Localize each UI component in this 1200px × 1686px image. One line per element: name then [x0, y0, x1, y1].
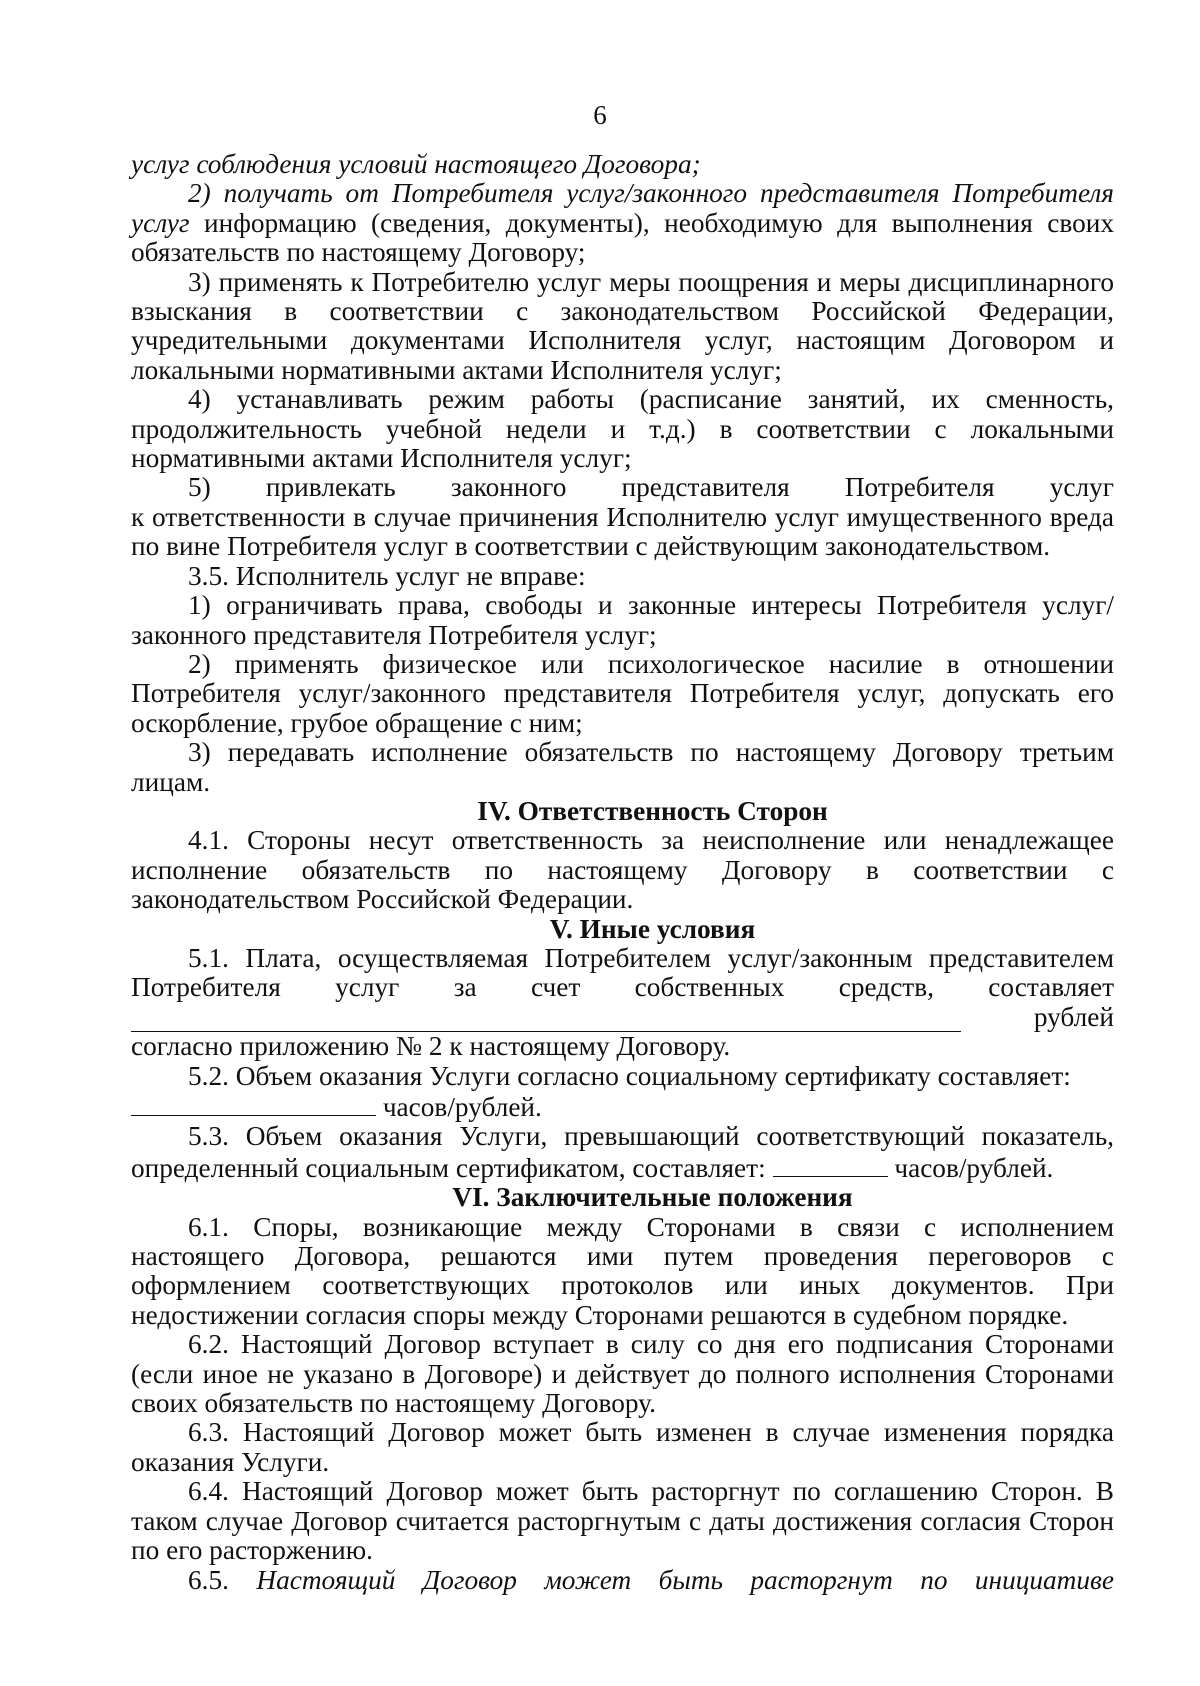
paragraph-right-2-italic: 2) получать от Потребителя услуг/законного представителя Потребителя услуг: [131, 178, 1114, 238]
service-volume-blank[interactable]: [131, 1091, 376, 1116]
clause-3-5: 3.5. Исполнитель услуг не вправе:: [188, 560, 586, 591]
clause-5-1-tail: согласно приложению № 2 к настоящему Договору.: [131, 1031, 731, 1062]
payment-amount-blank[interactable]: [131, 1007, 961, 1032]
clause-5-1-blank-row: [131, 1003, 1114, 1032]
document-body: [131, 150, 1114, 1595]
clause-6-5-number: 6.5.: [188, 1564, 229, 1595]
prohibition-2: 2) применять физическое или психологическое насилие в отношении Потребителя услуг/законного представителя Потребителя услуг, допускать его оскорбление, грубое обращение с ним;: [131, 648, 1114, 738]
paragraph-right-5-first: 5) привлекать законного представителя Потребителя услуг: [188, 472, 1114, 503]
clause-4-1: 4.1. Стороны несут ответственность за неисполнение или ненадлежащее исполнение обязательств по настоящему Договору в соответствии с законодательством Российской Федерации.: [131, 825, 1114, 915]
paragraph-right-2-text: информацию (сведения, документы), необходимую для выполнения своих обязательств по настоящему Договору;: [131, 207, 1114, 268]
clause-5-2-blank-row: [131, 1091, 1114, 1122]
excess-volume-blank[interactable]: [773, 1152, 888, 1177]
clause-5-3-unit: часов/рублей.: [894, 1152, 1054, 1183]
paragraph-right-4: 4) устанавливать режим работы (расписание занятий, их сменность, продолжительность учебной недели и т.д.) в соответствии с локальными нормативными актами Исполнителя услуг;: [131, 384, 1114, 474]
clause-6-4: 6.4. Настоящий Договор может быть расторгнут по соглашению Сторон. В таком случае Договор считается расторгнутым с даты достижения согласия Сторон по его расторжению.: [131, 1476, 1114, 1566]
paragraph-right-5-rest: к ответственности в случае причинения Исполнителю услуг имущественного вреда по вине Потребителя услуг в соответствии с действующим законодательством.: [131, 501, 1114, 562]
prohibition-1: 1) ограничивать права, свободы и законные интересы Потребителя услуг/законного представителя Потребителя услуг;: [131, 590, 1114, 650]
clause-5-1-unit: рублей: [1033, 1001, 1114, 1032]
clause-6-2: 6.2. Настоящий Договор вступает в силу со дня его подписания Сторонами (если иное не указано в Договоре) и действует до полного исполнения Сторонами своих обязательств по настоящему Договору.: [131, 1329, 1114, 1419]
section-6-heading: VI. Заключительные положения: [452, 1182, 853, 1213]
prohibition-3: 3) передавать исполнение обязательств по настоящему Договору третьим лицам.: [131, 737, 1114, 797]
clause-5-3: [131, 1122, 1114, 1183]
clause-5-2: 5.2. Объем оказания Услуги согласно социальному сертификату составляет:: [188, 1060, 1071, 1091]
section-5-heading: V. Иные условия: [549, 913, 756, 944]
clause-5-2-unit: часов/рублей.: [382, 1092, 542, 1122]
page-number: 6: [593, 100, 607, 130]
section-4-heading: IV. Ответственность Сторон: [477, 795, 828, 826]
paragraph-right-3: 3) применять к Потребителю услуг меры поощрения и меры дисциплинарного взыскания в соответствии с законодательством Российской Федерации, учредительными документами Исполнителя услуг, настоящим Договором и локальными нормативными актами Исполнителя услуг;: [131, 266, 1114, 385]
clause-5-3-text: 5.3. Объем оказания Услуги, превышающий соответствующий показатель, определенный социальным сертификатом, составляет:: [131, 1121, 1114, 1183]
clause-6-5-italic: Настоящий Договор может быть расторгнут по инициативе: [256, 1564, 1114, 1595]
paragraph-continuation: услуг соблюдения условий настоящего Договора;: [131, 149, 701, 179]
clause-5-1: 5.1. Плата, осуществляемая Потребителем услуг/законным представителем Потребителя услуг за счет собственных средств, составляет: [131, 942, 1114, 1003]
clause-6-3: 6.3. Настоящий Договор может быть изменен в случае изменения порядка оказания Услуги.: [131, 1417, 1114, 1477]
paragraph-right-2: [131, 179, 1114, 267]
clause-6-1: 6.1. Споры, возникающие между Сторонами в связи с исполнением настоящего Договора, решаются ими путем проведения переговоров с оформлением соответствующих протоколов или иных документов. При недостижении согласия споры между Сторонами решаются в судебном порядке.: [131, 1211, 1114, 1330]
clause-6-5: [131, 1566, 1114, 1595]
